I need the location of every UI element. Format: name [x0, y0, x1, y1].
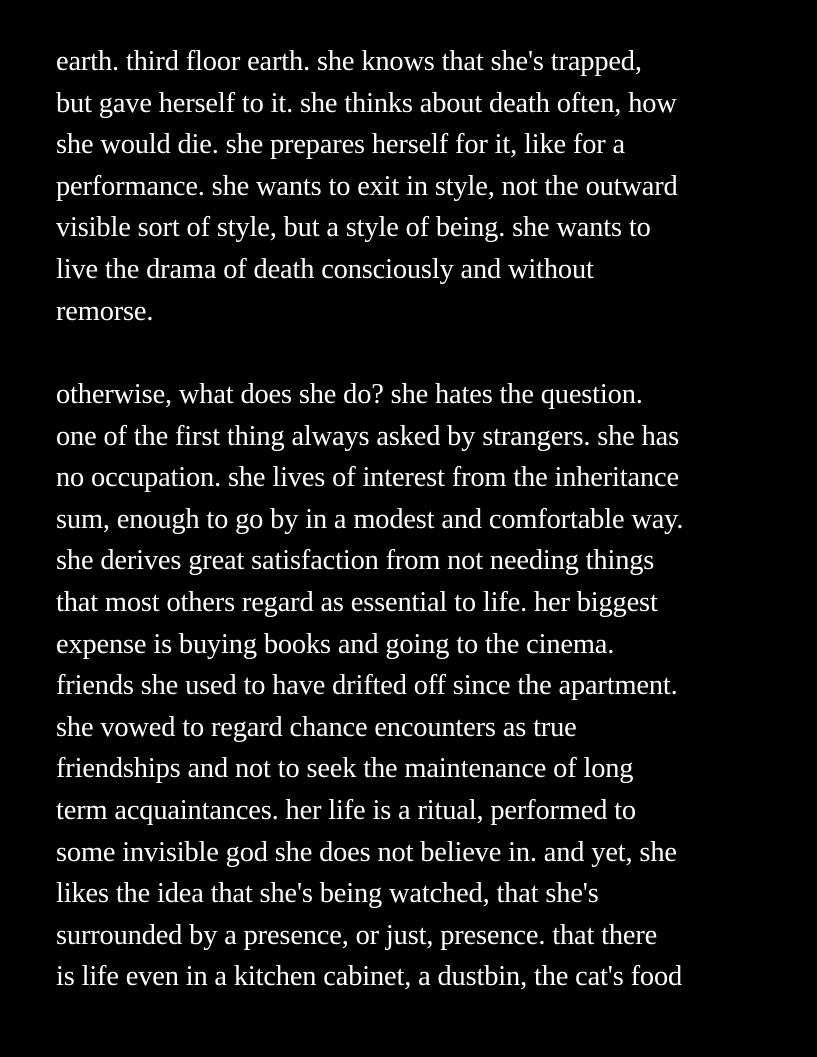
text-line: she vowed to regard chance encounters as true [56, 711, 577, 743]
text-line: some invisible god she does not believe in. and yet, she [56, 836, 677, 868]
text-line: that most others regard as essential to life. her biggest [56, 586, 658, 618]
text-line: performance. she wants to exit in style, not the outward [56, 170, 678, 202]
text-line: friends she used to have drifted off since the apartment. [56, 670, 678, 702]
text-line: she derives great satisfaction from not needing things [56, 545, 655, 577]
text-line: likes the idea that she's being watched, that she's [56, 878, 599, 910]
text-line: remorse. [56, 295, 154, 327]
text-line: she would die. she prepares herself for it, like for a [56, 129, 625, 161]
text-line: live the drama of death consciously and without [56, 253, 594, 285]
text-line: no occupation. she lives of interest from the inheritance [56, 462, 679, 494]
text-line: one of the first thing always asked by strangers. she has [56, 420, 679, 452]
paragraph-2 [56, 374, 796, 998]
text-line: visible sort of style, but a style of being. she wants to [56, 212, 651, 244]
text-line: surrounded by a presence, or just, presence. that there [56, 919, 658, 951]
text-line: sum, enough to go by in a modest and comfortable way. [56, 503, 684, 535]
text-line: expense is buying books and going to the cinema. [56, 628, 615, 660]
text-line: earth. third floor earth. she knows that she's trapped, [56, 46, 642, 77]
text-line: otherwise, what does she do? she hates the question. [56, 379, 643, 410]
text-line: term acquaintances. her life is a ritual, performed to [56, 794, 636, 826]
paragraph-1 [56, 41, 796, 332]
text-line: is life even in a kitchen cabinet, a dustbin, the cat's food [56, 961, 683, 993]
text-line: friendships and not to seek the maintenance of long [56, 753, 634, 785]
text-line: but gave herself to it. she thinks about death often, how [56, 87, 677, 119]
